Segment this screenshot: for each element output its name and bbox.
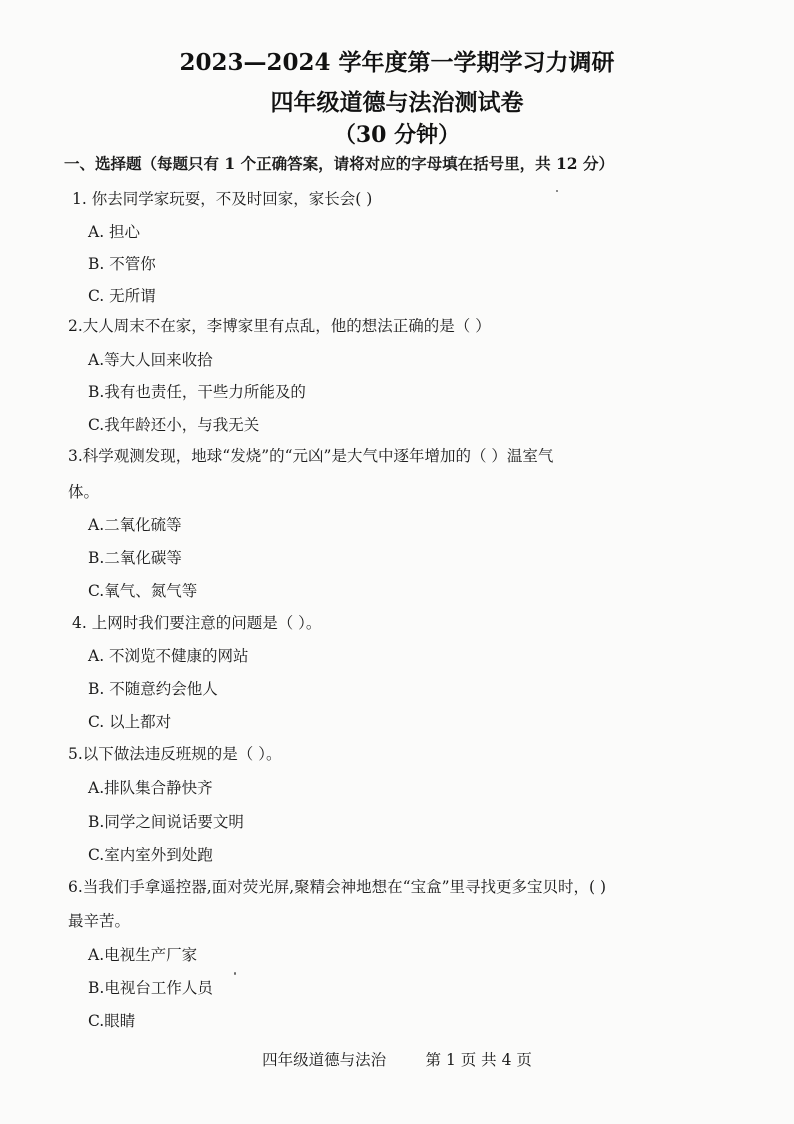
scan-speck <box>234 972 236 975</box>
question-6-option-b: B.电视台工作人员 <box>88 979 213 997</box>
question-4-stem: 4. 上网时我们要注意的问题是（ ）。 <box>72 614 322 632</box>
question-1-option-b: B. 不管你 <box>88 255 156 273</box>
question-3-option-a: A.二氧化硫等 <box>88 516 182 534</box>
question-1-option-c: C. 无所谓 <box>88 287 156 305</box>
question-6-option-c: C.眼睛 <box>88 1012 136 1030</box>
exam-duration: （30 分钟） <box>333 122 461 148</box>
footer-spacer <box>386 1051 425 1069</box>
question-2-stem: 2.大人周末不在家，李博家里有点乱，他的想法正确的是（ ） <box>68 317 491 335</box>
section-heading-choice: 一、选择题（每题只有 1 个正确答案，请将对应的字母填在括号里，共 12 分） <box>64 154 614 173</box>
page-footer <box>0 1048 794 1070</box>
question-3-stem-continued: 体。 <box>68 483 100 501</box>
question-2-option-b: B.我有也责任，干些力所能及的 <box>88 383 306 401</box>
footer-subject: 四年级道德与法治 <box>262 1051 387 1069</box>
question-5-option-c: C.室内室外到处跑 <box>88 846 213 864</box>
question-2-option-a: A.等大人回来收拾 <box>88 351 213 369</box>
exam-title-line2: 四年级道德与法治测试卷 <box>270 89 524 116</box>
question-2-option-c: C.我年龄还小，与我无关 <box>88 416 260 434</box>
exam-title-line1: 2023—2024 学年度第一学期学习力调研 <box>179 49 615 76</box>
question-3-option-c: C.氧气、氮气等 <box>88 582 198 600</box>
question-6-stem: 6.当我们手拿遥控器,面对荧光屏,聚精会神地想在“宝盒”里寻找更多宝贝时，( ) <box>68 878 607 896</box>
question-4-option-b: B. 不随意约会他人 <box>88 680 218 698</box>
question-6-stem-continued: 最辛苦。 <box>68 912 131 930</box>
question-5-option-a: A.排队集合静快齐 <box>88 779 213 797</box>
question-3-option-b: B.二氧化碳等 <box>88 549 182 567</box>
footer-page-info: 第 1 页 共 4 页 <box>425 1051 532 1069</box>
question-4-option-c: C. 以上都对 <box>88 713 172 731</box>
question-4-option-a: A. 不浏览不健康的网站 <box>88 647 249 665</box>
question-1-option-a: A. 担心 <box>88 223 141 241</box>
question-1-stem: 1. 你去同学家玩耍，不及时回家，家长会( ) <box>72 190 373 208</box>
question-3-stem: 3.科学观测发现，地球“发烧”的“元凶”是大气中逐年增加的（ ）温室气 <box>68 447 554 465</box>
question-6-option-a: A.电视生产厂家 <box>88 946 198 964</box>
question-5-option-b: B.同学之间说话要文明 <box>88 813 244 831</box>
scan-speck <box>556 190 558 192</box>
question-5-stem: 5.以下做法违反班规的是（ ）。 <box>68 745 282 763</box>
